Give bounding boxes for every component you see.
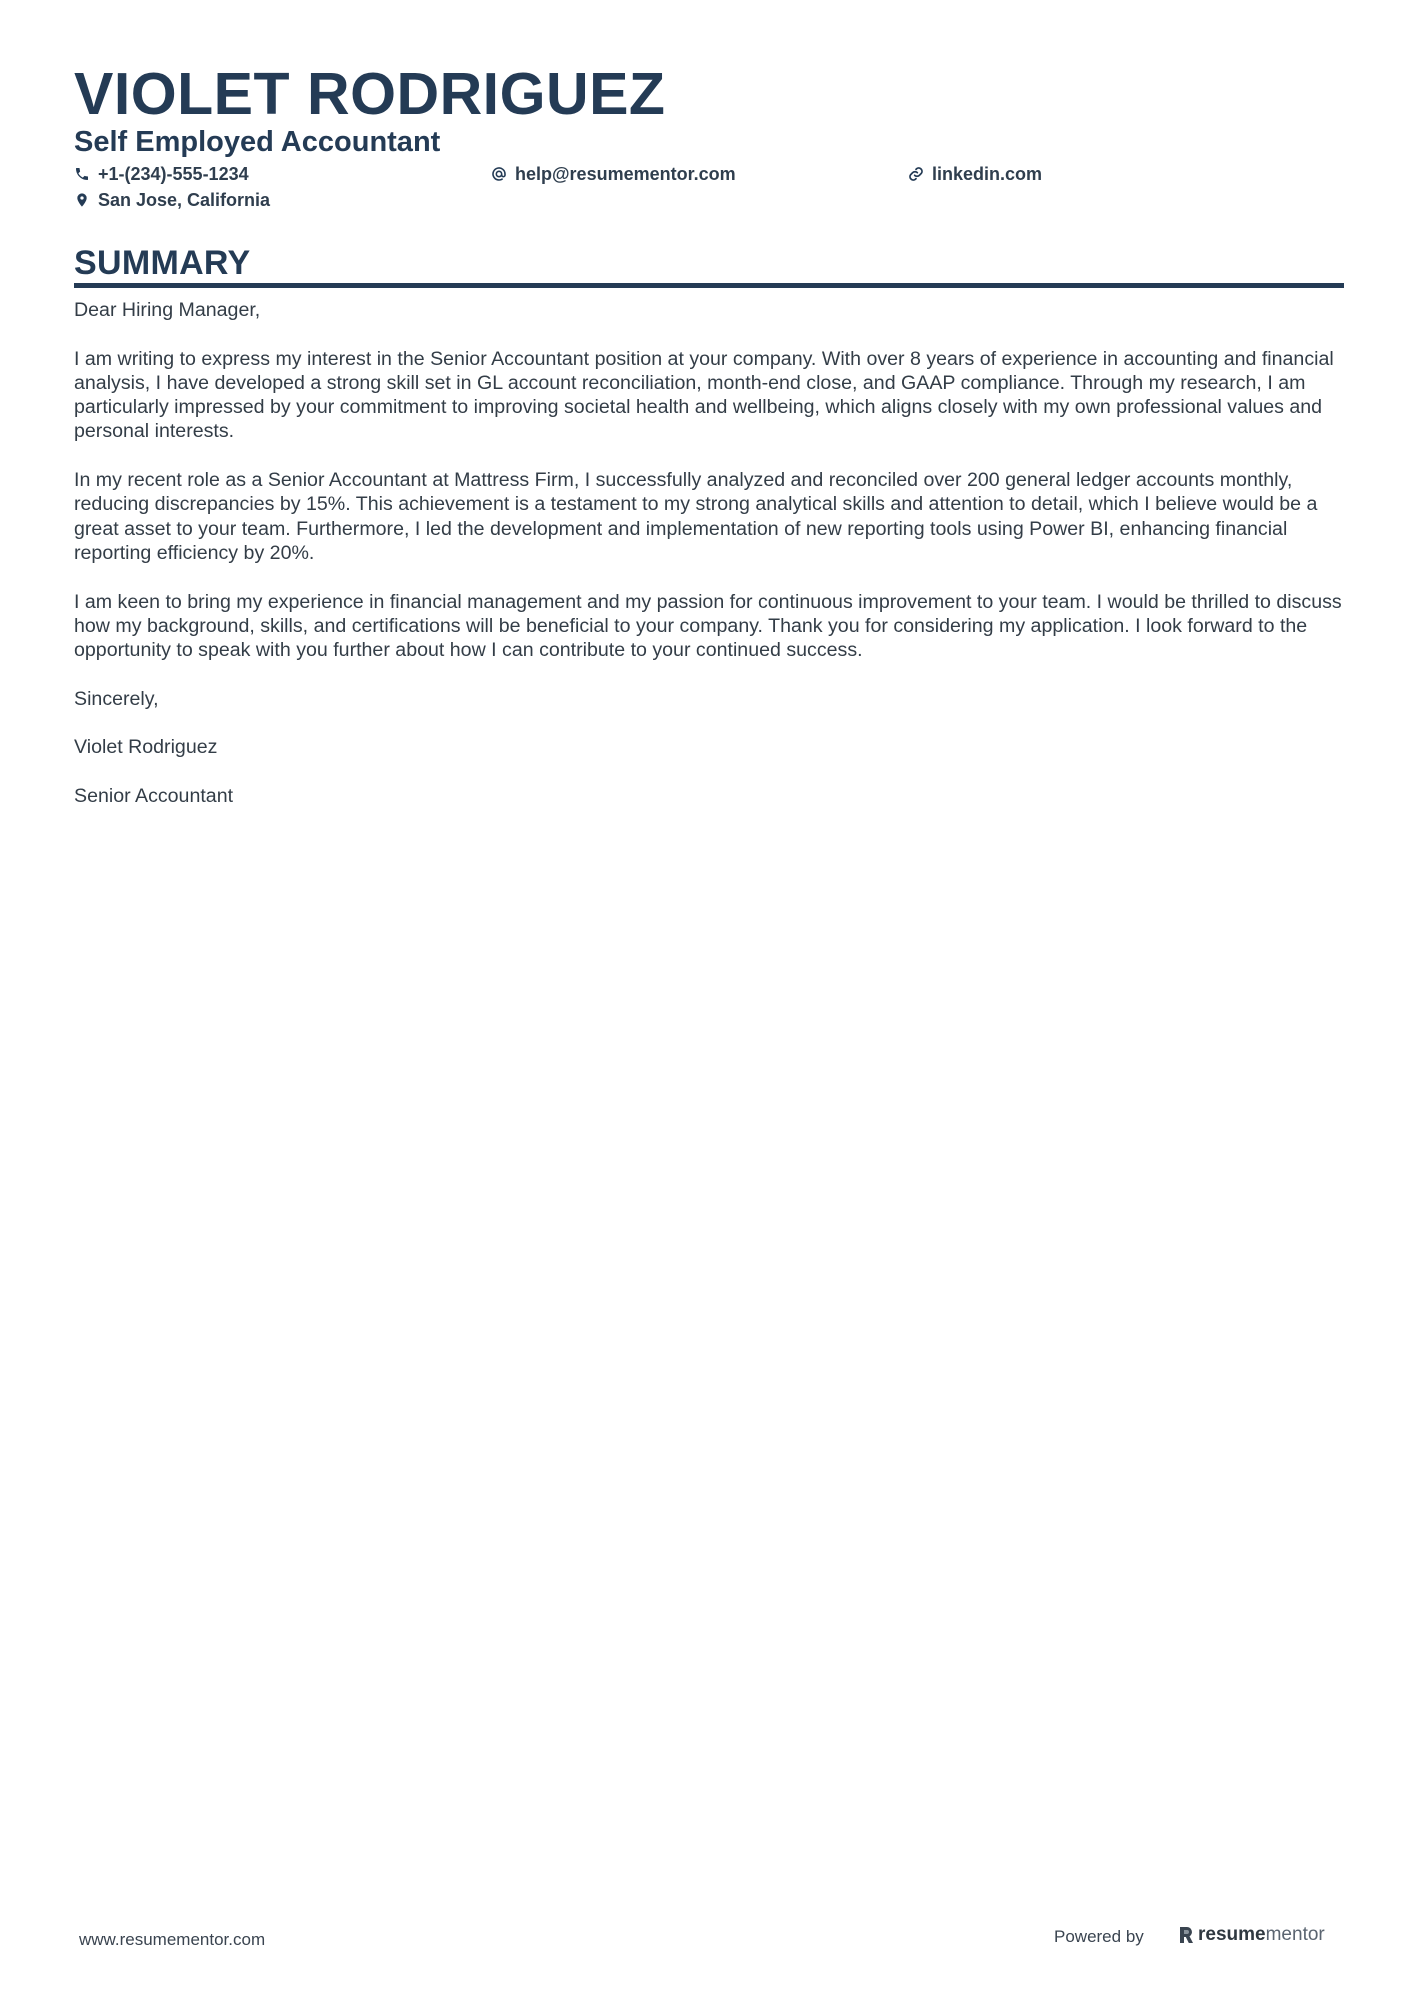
letter-paragraph: I am keen to bring my experience in financial management and my passion for continuous improvement to your team. I would be thrilled to discuss how my background, skills, and certifications will be beneficial to your company. Thank you for considering my application. I look forward to the opportunity to speak with you further about how I can contribute to your continued success. [74, 590, 1342, 662]
brand-text-light: mentor [1265, 1924, 1325, 1945]
signature-title: Senior Accountant [74, 784, 234, 807]
section-title-summary: SUMMARY [74, 244, 251, 282]
map-pin-icon [74, 192, 90, 208]
candidate-name: VIOLET RODRIGUEZ [74, 61, 666, 127]
link-icon [908, 166, 924, 182]
linkedin-text: linkedin.com [932, 163, 1043, 184]
signature-name: Violet Rodriguez [74, 736, 218, 759]
brand-text-bold: resume [1198, 1924, 1266, 1945]
footer-website-link[interactable]: www.resumementor.com [79, 1930, 266, 1949]
job-title: Self Employed Accountant [74, 126, 441, 158]
footer-powered-by: Powered by [1054, 1927, 1144, 1946]
contact-phone [74, 162, 249, 186]
at-icon [491, 166, 507, 182]
location-text: San Jose, California [98, 189, 271, 210]
phone-text: +1-(234)-555-1234 [98, 163, 249, 184]
letter-paragraph: I am writing to express my interest in the Senior Accountant position at your company. With over 8 years of experience in accounting and financial analysis, I have developed a strong skill set in GL account reconciliation, month-end close, and GAAP compliance. Through my research, I am particularly impressed by your commitment to improving societal health and wellbeing, which aligns closely with my own professional values and personal interests. [74, 347, 1334, 443]
phone-icon [74, 166, 90, 182]
footer-brand-logo[interactable] [1178, 1924, 1325, 1946]
letter-greeting: Dear Hiring Manager, [74, 299, 261, 321]
letter-closing: Sincerely, [74, 687, 159, 710]
section-divider [74, 283, 1344, 288]
letter-paragraph: In my recent role as a Senior Accountant at Mattress Firm, I successfully analyzed and reconciled over 200 general ledger accounts monthly, reducing discrepancies by 15%. This achievement is a testament to my strong analytical skills and attention to detail, which I believe would be a great asset to your team. Furthermore, I led the development and implementation of new reporting tools using Power BI, enhancing financial reporting efficiency by 20%. [74, 469, 1318, 564]
contact-email [491, 162, 736, 186]
email-text: help@resumementor.com [515, 163, 736, 184]
cover-letter-body [74, 298, 1346, 833]
contact-location [74, 188, 270, 212]
resumementor-logo-icon [1178, 1925, 1194, 1945]
contact-linkedin [908, 162, 1042, 186]
